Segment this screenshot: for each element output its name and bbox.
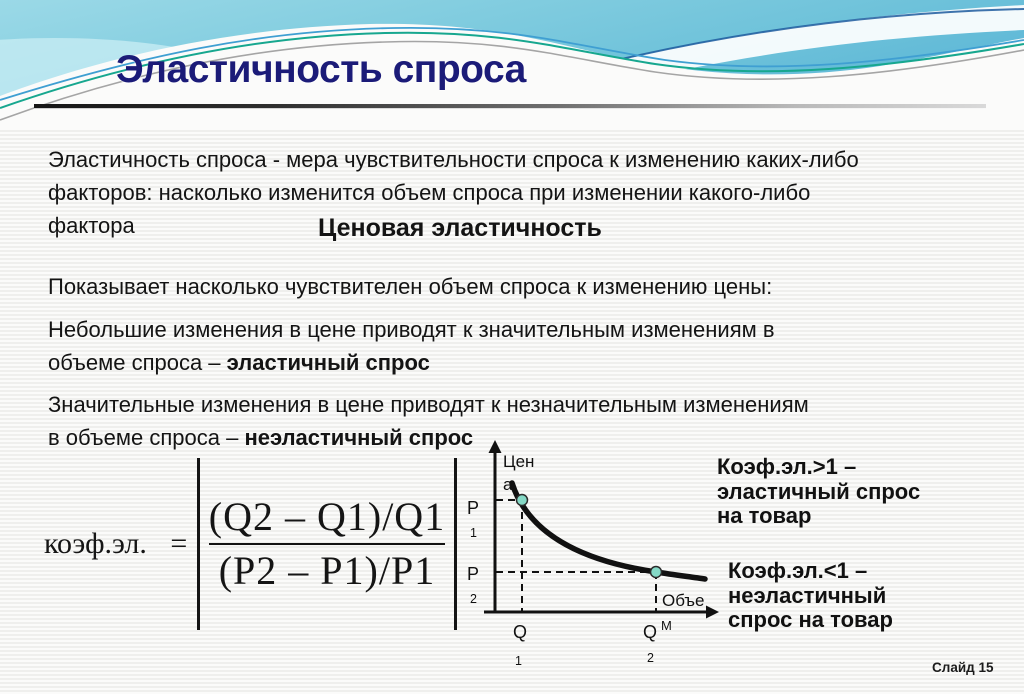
inelastic-note-line-1: Коэф.эл.<1 –: [728, 558, 868, 583]
inelastic-note-line-2: неэластичный: [728, 582, 887, 608]
inelastic-note-line-3: спрос на товар: [728, 607, 893, 632]
definition-line-1: Эластичность спроса - мера чувствительности спроса к изменению каких-либо: [48, 147, 859, 172]
formula-numerator: (Q2 – Q1)/Q1: [208, 493, 446, 539]
title-underline-rule: [34, 104, 986, 109]
q2-tick-sub: 2: [647, 651, 654, 665]
elastic-demand-paragraph: [48, 313, 775, 379]
formula-denominator: (P2 – P1)/P1: [218, 548, 436, 594]
formula-fraction: [200, 493, 454, 594]
demand-curve-chart: [455, 438, 725, 683]
x-axis-label-line2: М: [661, 618, 672, 633]
y-axis-arrow-icon: [489, 440, 502, 453]
inelastic-line-2-bold: неэластичный спрос: [244, 425, 474, 450]
p2-tick-sub: 2: [470, 592, 477, 606]
formula-label: коэф.эл. =: [44, 527, 188, 560]
x-axis-arrow-icon: [706, 606, 719, 619]
point-p2q2: [651, 567, 662, 578]
elastic-note-line-2: эластичный спрос: [717, 478, 921, 504]
demand-curve: [512, 483, 705, 579]
x-axis-label-line1: Объе: [662, 591, 705, 610]
guide-lines: [496, 500, 656, 611]
elastic-note-line-3: на товар: [717, 503, 812, 528]
definition-line-3: фактора: [48, 213, 135, 238]
elastic-line-2: [48, 346, 775, 379]
definition-line-2: факторов: насколько изменится объем спроса при изменении какого-либо: [48, 180, 811, 205]
section-heading: Ценовая эластичность: [318, 214, 602, 242]
point-p1q1: [517, 495, 528, 506]
slide-title: Эластичность спроса: [116, 48, 526, 91]
inelastic-line-1: Значительные изменения в цене приводят к незначительным изменениям: [48, 392, 809, 417]
q1-tick-label: Q: [513, 622, 528, 642]
slide-number: Слайд 15: [932, 660, 994, 675]
y-axis-label-line1: Цен: [503, 452, 535, 471]
elastic-line-1: Небольшие изменения в цене приводят к значительным изменениям в: [48, 317, 775, 342]
p1-tick-sub: 1: [470, 526, 477, 540]
elastic-line-2-bold: эластичный спрос: [226, 350, 430, 375]
q1-tick-sub: 1: [515, 654, 522, 668]
p1-tick-label: P: [467, 498, 480, 518]
inelastic-line-2-regular: в объеме спроса –: [48, 425, 245, 450]
elastic-note-line-1: Коэф.эл.>1 –: [717, 454, 857, 479]
y-axis-label-line2: а: [503, 475, 513, 494]
inelastic-coefficient-note: [728, 559, 893, 633]
elasticity-formula: [44, 458, 457, 630]
elastic-line-2-regular: объеме спроса –: [48, 350, 227, 375]
elastic-coefficient-note: [717, 455, 920, 529]
p2-tick-label: P: [467, 564, 480, 584]
price-elasticity-intro: Показывает насколько чувствителен объем спроса к изменению цены:: [48, 274, 773, 299]
q2-tick-label: Q: [643, 622, 658, 642]
